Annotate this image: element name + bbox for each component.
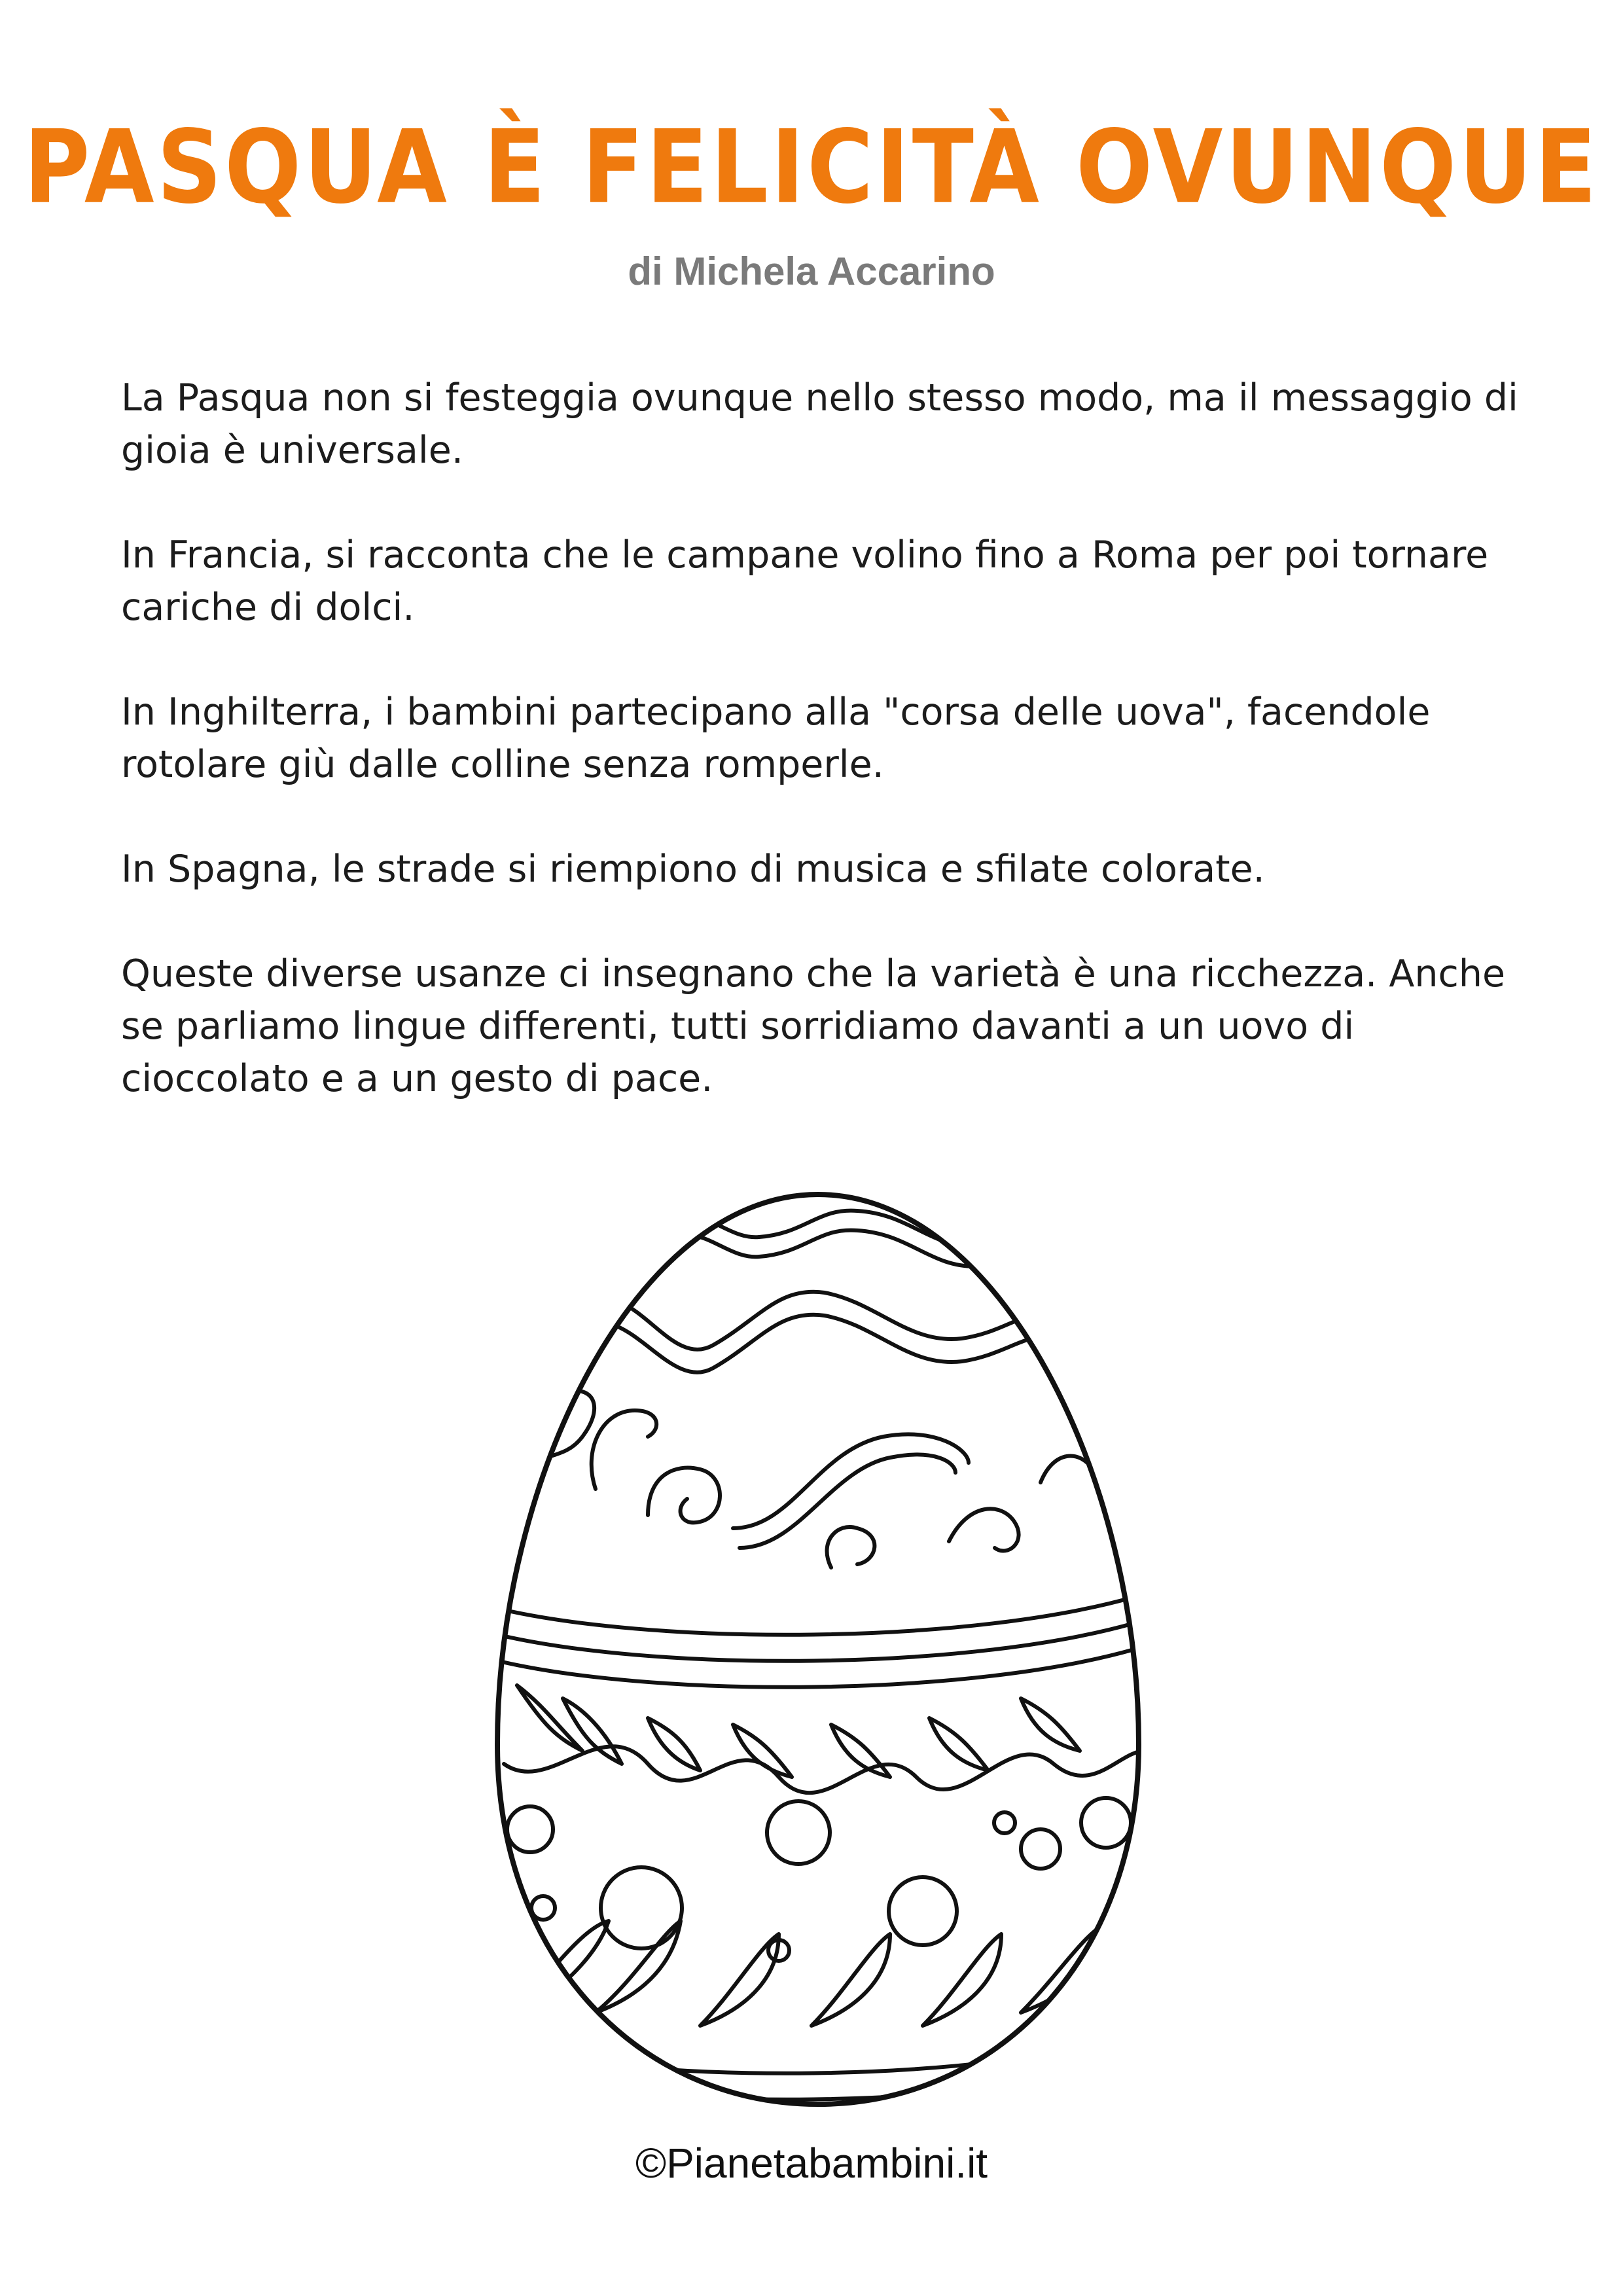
page-title: PASQUA È FELICITÀ OVUNQUE: [24, 108, 1599, 226]
paragraph: In Spagna, le strade si riempiono di musica e sfilate colorate.: [121, 848, 1265, 891]
article-body: [121, 372, 1535, 1157]
paragraph: In Inghilterra, i bambini partecipano alla "corsa delle uova", facendole rotolare giù dalle colline senza romperle.: [121, 691, 1431, 786]
author-line: di Michela Accarino: [628, 249, 995, 293]
easter-egg-illustration: [452, 1175, 1185, 2130]
paragraph: Queste diverse usanze ci insegnano che la varietà è una ricchezza. Anche se parliamo lingue differenti, tutti sorridiamo davanti a un uovo di cioccolato e a un gesto di pace.: [121, 952, 1506, 1100]
paragraph: In Francia, si racconta che le campane volino fino a Roma per poi tornare cariche di dolci.: [121, 533, 1489, 629]
paragraph: La Pasqua non si festeggia ovunque nello stesso modo, ma il messaggio di gioia è universale.: [121, 376, 1518, 472]
copyright-footer: ©Pianetabambini.it: [635, 2140, 988, 2187]
decorated-egg-icon: [452, 1175, 1185, 2130]
